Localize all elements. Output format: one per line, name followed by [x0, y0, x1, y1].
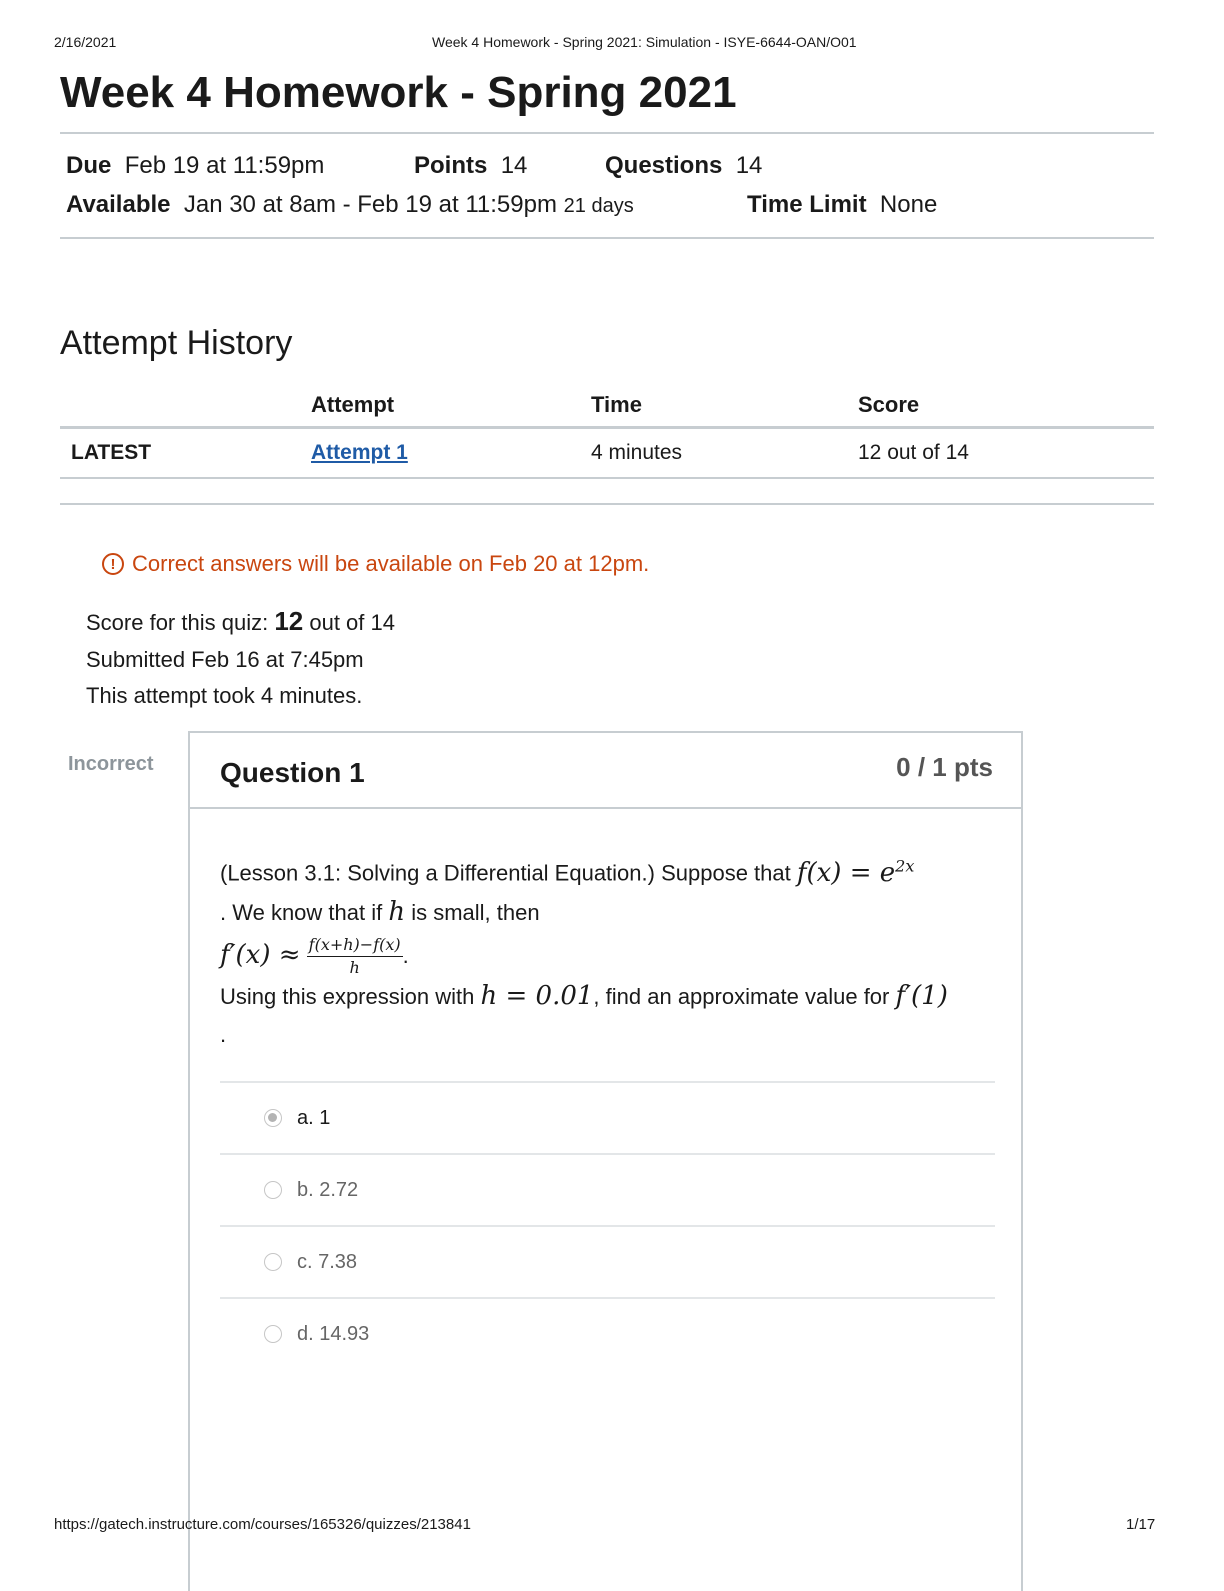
question-text-part: . — [402, 942, 409, 968]
math-fraction — [307, 936, 403, 977]
question-text-part: . We know that if — [220, 899, 383, 925]
page-title: Week 4 Homework - Spring 2021 — [60, 68, 737, 117]
points-value: 14 — [500, 152, 528, 179]
score-value: 12 — [274, 606, 304, 636]
question-text-part: (Lesson 3.1: Solving a Differential Equation.) Suppose that — [220, 860, 791, 886]
attempt-duration: This attempt took 4 minutes. — [86, 683, 363, 708]
question-title: Question 1 — [220, 757, 365, 788]
quiz-score — [86, 606, 395, 637]
available-duration: 21 days — [563, 195, 634, 217]
question-header — [190, 733, 1021, 809]
footer-page-number: 1/17 — [1126, 1516, 1156, 1533]
divider — [60, 237, 1154, 239]
question-text-part: is small, then — [411, 899, 540, 925]
score-prefix: Score for this quiz: — [86, 610, 269, 635]
answer-label: c. 7.38 — [297, 1250, 358, 1273]
question-text-part: , find an approximate value for — [593, 984, 890, 1010]
answer-label: b. 2.72 — [297, 1178, 359, 1201]
questions-label: Questions — [605, 152, 723, 179]
answer-label: d. 14.93 — [297, 1322, 370, 1345]
time-limit-info — [747, 191, 937, 219]
radio-icon[interactable] — [264, 1253, 282, 1271]
math-expression — [797, 858, 914, 888]
available-info — [66, 191, 634, 219]
attempt-link[interactable]: Attempt 1 — [311, 441, 408, 464]
score-suffix: out of 14 — [309, 610, 395, 635]
math-expression: h — [388, 896, 406, 927]
available-value: Jan 30 at 8am - Feb 19 at 11:59pm — [183, 191, 557, 218]
questions-value: 14 — [735, 152, 763, 179]
points-info — [414, 152, 527, 180]
warning-circle-icon: ! — [102, 553, 124, 575]
column-header: Score — [857, 384, 1154, 428]
divider — [60, 132, 1154, 134]
time-limit-label: Time Limit — [747, 191, 867, 218]
notice-text: Correct answers will be available on Feb 20 at 12pm. — [132, 551, 650, 576]
radio-icon[interactable] — [264, 1181, 282, 1199]
available-label: Available — [66, 191, 171, 218]
print-header-title: Week 4 Homework - Spring 2021: Simulation - ISYE-6644-OAN/O01 — [432, 34, 857, 50]
answer-option[interactable] — [220, 1153, 995, 1225]
answers-notice — [102, 551, 649, 577]
question-text-part: . — [220, 1022, 227, 1048]
column-header: Attempt — [310, 384, 590, 428]
answer-label: a. 1 — [297, 1106, 331, 1129]
print-date: 2/16/2021 — [54, 34, 117, 50]
question-card — [188, 731, 1023, 1591]
question-text-part: Using this expression with — [220, 984, 475, 1010]
due-info — [66, 152, 324, 180]
fraction-numerator: f(x+h)−f(x) — [307, 936, 403, 957]
answer-option[interactable] — [220, 1081, 995, 1153]
table-row — [60, 428, 1154, 479]
answer-option[interactable] — [220, 1225, 995, 1297]
question-status: Incorrect — [68, 753, 154, 775]
attempt-score: 12 out of 14 — [857, 428, 1154, 479]
submitted-time: Submitted Feb 16 at 7:45pm — [86, 647, 364, 672]
due-value: Feb 19 at 11:59pm — [124, 152, 325, 179]
latest-tag: LATEST — [60, 428, 310, 479]
math-part: f(x) = e — [796, 857, 896, 888]
question-points: 0 / 1 pts — [896, 752, 993, 782]
math-exponent: 2x — [895, 856, 915, 875]
answer-option[interactable] — [220, 1297, 995, 1369]
column-header — [60, 384, 310, 428]
attempt-history-table — [60, 384, 1154, 479]
fraction-denominator: h — [349, 958, 360, 978]
radio-icon[interactable] — [264, 1325, 282, 1343]
math-expression: h = 0.01 — [480, 981, 594, 1012]
column-header: Time — [590, 384, 857, 428]
math-expression: f′(x) ≈ — [220, 939, 301, 970]
divider — [60, 503, 1154, 505]
attempt-history-title: Attempt History — [60, 324, 293, 362]
attempt-time: 4 minutes — [590, 428, 857, 479]
due-label: Due — [66, 152, 112, 179]
question-text — [220, 847, 995, 1054]
time-limit-value: None — [879, 191, 938, 218]
questions-info — [605, 152, 762, 180]
radio-selected-icon[interactable] — [264, 1109, 282, 1127]
answer-list — [220, 1081, 995, 1369]
math-expression: f′(1) — [895, 981, 948, 1012]
points-label: Points — [414, 152, 488, 179]
footer-url: https://gatech.instructure.com/courses/165326/quizzes/213841 — [54, 1516, 471, 1533]
table-header-row — [60, 384, 1154, 428]
